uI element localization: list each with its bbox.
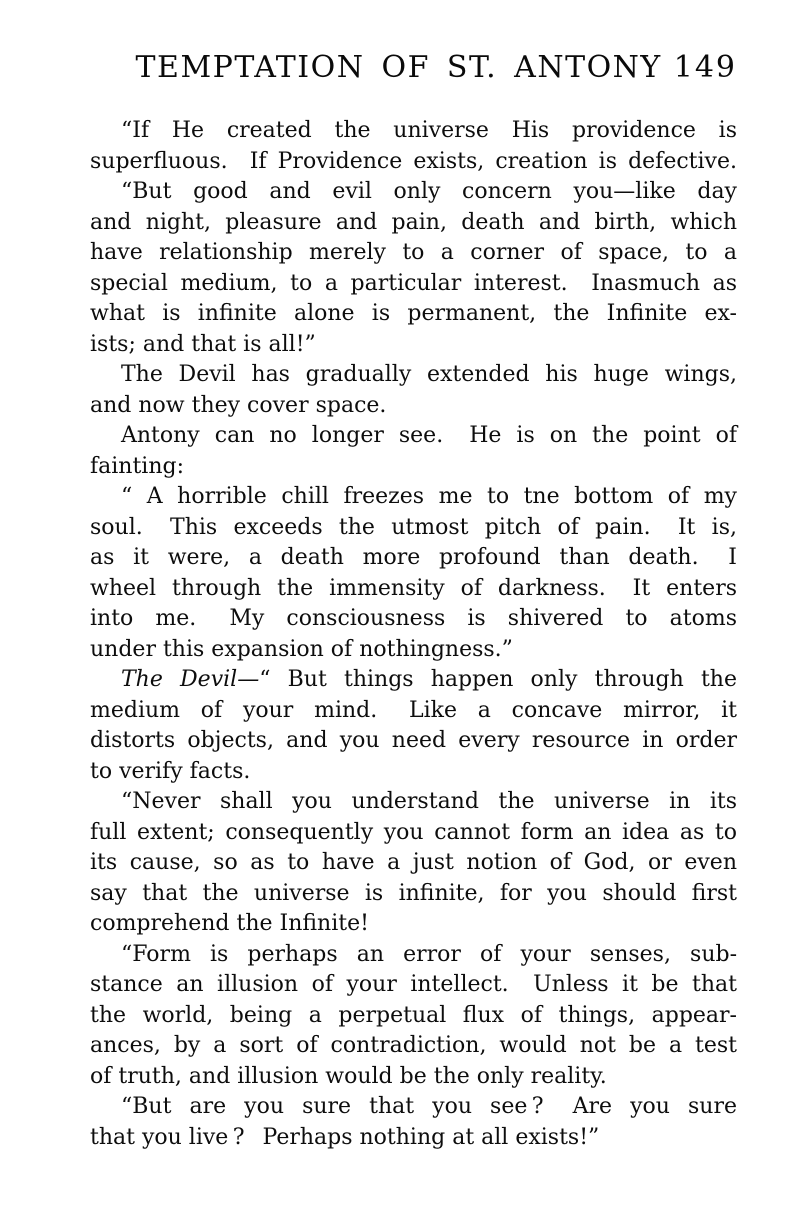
paragraph	[90, 940, 737, 1093]
text-line: soul. This exceeds the utmost pitch of pain. It is,	[90, 514, 737, 540]
text-line	[90, 665, 737, 696]
paragraph	[90, 1092, 737, 1153]
text-line: “ A horrible chill freezes me to tne bottom of my	[121, 484, 737, 509]
text-line: stance an illusion of your intellect. Unless it be that	[90, 972, 737, 997]
paragraph	[90, 787, 737, 940]
text-line: and night, pleasure and pain, death and birth, which	[90, 209, 737, 235]
text-line: have relationship merely to a corner of space, to a	[90, 240, 737, 265]
text-line: “Form is perhaps an error of your senses, sub-	[121, 941, 737, 967]
text-line: “Never shall you understand the universe in its	[121, 789, 737, 814]
text-line: medium of your mind. Like a concave mirror, it	[90, 697, 737, 723]
paragraph	[90, 665, 737, 787]
text-line: “But are you sure that you see ? Are you sure	[121, 1094, 737, 1119]
text-line: its cause, so as to have a just notion of God, or even	[90, 850, 737, 875]
page-text	[90, 116, 737, 1153]
text-line: special medium, to a particular interest. Inasmuch as	[90, 270, 737, 296]
text-line: distorts objects, and you need every resource in order	[90, 728, 737, 753]
text-line: The Devil has gradually extended his huge wings,	[121, 362, 737, 387]
paragraph	[90, 116, 737, 177]
running-head	[90, 50, 737, 90]
paragraph	[90, 177, 737, 360]
speech-text: “ But things happen only through the	[259, 667, 737, 692]
paragraph	[90, 482, 737, 665]
paragraph	[90, 360, 737, 421]
text-line: and now they cover space.	[90, 392, 387, 418]
paragraph	[90, 421, 737, 482]
text-line: wheel through the immensity of darkness. It enters	[90, 575, 737, 601]
text-line: “But good and evil only concern you—like day	[121, 179, 737, 204]
speaker-name: The Devil—	[121, 667, 260, 692]
text-line: as it were, a death more profound than death. I	[90, 545, 737, 570]
page-number: 149	[673, 50, 737, 85]
text-line: to verify facts.	[90, 758, 251, 784]
text-line: Antony can no longer see. He is on the point of	[121, 423, 737, 448]
chapter-title: TEMPTATION OF ST. ANTONY	[135, 50, 662, 85]
text-line: ists; and that is all!”	[90, 331, 316, 357]
text-line: say that the universe is infinite, for you should first	[90, 880, 737, 906]
text-line: what is infinite alone is permanent, the Infinite ex-	[90, 301, 737, 326]
text-line: “If He created the universe His providence is	[121, 118, 737, 143]
text-line: under this expansion of nothingness.”	[90, 636, 513, 662]
text-line: that you live ? Perhaps nothing at all exists!”	[90, 1124, 600, 1150]
text-line: into me. My consciousness is shivered to atoms	[90, 606, 737, 631]
text-line: ances, by a sort of contradiction, would not be a test	[90, 1033, 737, 1058]
text-line: comprehend the Infinite!	[90, 911, 369, 936]
text-line: superfluous. If Providence exists, creation is defective.	[90, 148, 737, 174]
text-line: of truth, and illusion would be the only reality.	[90, 1063, 607, 1089]
text-line: fainting:	[90, 453, 185, 479]
text-line: the world, being a perpetual flux of things, appear-	[90, 1002, 737, 1028]
text-line: full extent; consequently you cannot form an idea as to	[90, 819, 737, 845]
